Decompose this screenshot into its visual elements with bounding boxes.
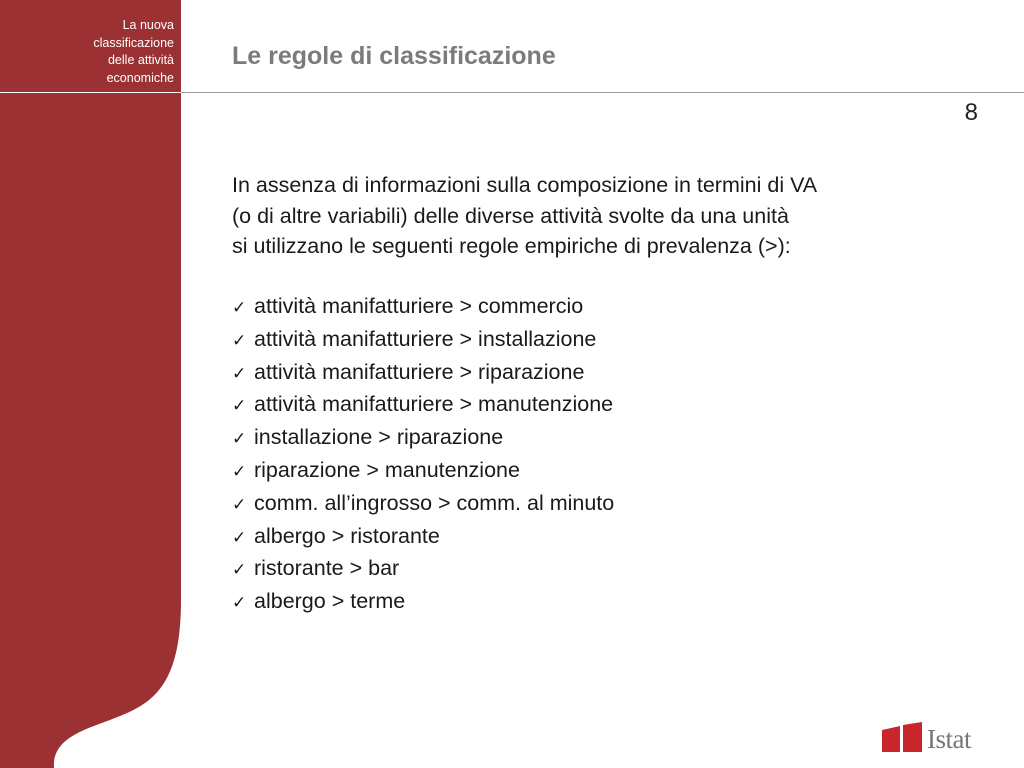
- sidebar-title-line: delle attività: [107, 53, 174, 67]
- list-item: [232, 455, 614, 488]
- istat-logo-text: Istat: [927, 724, 971, 754]
- header-divider-sidebar: [0, 92, 181, 93]
- intro-paragraph: [232, 170, 972, 262]
- checkmark-icon: ✓: [232, 527, 247, 548]
- list-item: [232, 324, 614, 357]
- list-item: [232, 553, 614, 586]
- checkmark-icon: ✓: [232, 298, 247, 318]
- intro-line: (o di altre variabili) delle diverse attività svolte da una unità: [232, 203, 789, 228]
- list-item: [232, 586, 614, 619]
- rule-text: albergo > ristorante: [254, 523, 440, 548]
- list-item: [232, 357, 614, 390]
- rule-text: riparazione > manutenzione: [254, 457, 520, 482]
- rule-text: albergo > terme: [254, 589, 406, 614]
- list-item: [232, 389, 614, 422]
- intro-line: In assenza di informazioni sulla composizione in termini di VA: [232, 173, 818, 197]
- rule-text: attività manifatturiere > installazione: [254, 326, 597, 351]
- checkmark-icon: ✓: [232, 494, 247, 515]
- checkmark-icon: ✓: [232, 396, 247, 417]
- rule-text: attività manifatturiere > commercio: [254, 294, 584, 318]
- rule-text: installazione > riparazione: [254, 425, 504, 450]
- sidebar-title-line: La nuova: [122, 18, 174, 32]
- checkmark-icon: ✓: [232, 363, 247, 384]
- rule-text: attività manifatturiere > manutenzione: [254, 392, 614, 417]
- checkmark-icon: ✓: [232, 461, 247, 482]
- checkmark-icon: ✓: [232, 593, 247, 614]
- list-item: [232, 291, 614, 324]
- list-item: [232, 422, 614, 455]
- page-number: 8: [964, 99, 978, 126]
- istat-logo: [880, 722, 980, 756]
- sidebar-title-line: classificazione: [93, 35, 174, 50]
- rules-list: [232, 291, 614, 619]
- list-item: [232, 521, 614, 554]
- rule-text: attività manifatturiere > riparazione: [254, 359, 585, 384]
- intro-line: si utilizzano le seguenti regole empiriche di prevalenza (>):: [232, 234, 791, 259]
- list-item: [232, 488, 614, 521]
- rule-text: ristorante > bar: [254, 556, 400, 581]
- checkmark-icon: ✓: [232, 560, 247, 581]
- page-title: Le regole di classificazione: [232, 42, 556, 70]
- sidebar-title-line: economiche: [106, 70, 174, 85]
- sidebar-title: [30, 17, 174, 87]
- sidebar-background: [0, 0, 190, 768]
- rule-text: comm. all’ingrosso > comm. al minuto: [254, 490, 615, 515]
- checkmark-icon: ✓: [232, 330, 247, 351]
- checkmark-icon: ✓: [232, 429, 247, 450]
- istat-logo-mark: [880, 722, 926, 756]
